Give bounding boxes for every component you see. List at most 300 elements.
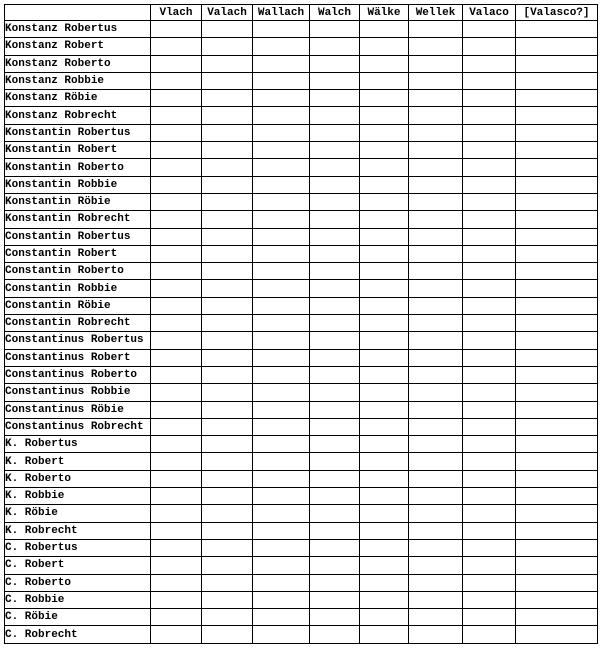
data-cell — [151, 55, 202, 72]
data-cell — [463, 453, 516, 470]
data-cell — [516, 176, 598, 193]
table-row — [5, 315, 598, 332]
row-label: Konstantin Röbie — [5, 193, 151, 210]
data-cell — [463, 297, 516, 314]
data-cell — [516, 21, 598, 38]
data-cell — [202, 211, 253, 228]
table-row — [5, 228, 598, 245]
data-cell — [409, 142, 463, 159]
data-cell — [310, 142, 360, 159]
row-label: K. Robertus — [5, 436, 151, 453]
data-cell — [253, 38, 310, 55]
row-label: Constantin Robertus — [5, 228, 151, 245]
data-cell — [253, 280, 310, 297]
data-cell — [516, 72, 598, 89]
row-label: C. Robrecht — [5, 626, 151, 643]
data-cell — [253, 384, 310, 401]
data-cell — [516, 90, 598, 107]
data-cell — [463, 626, 516, 643]
row-label: Konstantin Robbie — [5, 176, 151, 193]
data-cell — [409, 626, 463, 643]
data-cell — [151, 193, 202, 210]
data-cell — [202, 453, 253, 470]
data-cell — [310, 159, 360, 176]
table-row — [5, 574, 598, 591]
row-label: Constantinus Roberto — [5, 366, 151, 383]
data-cell — [463, 470, 516, 487]
data-cell — [360, 436, 409, 453]
row-label: K. Roberto — [5, 470, 151, 487]
data-cell — [151, 453, 202, 470]
data-cell — [516, 107, 598, 124]
data-cell — [151, 418, 202, 435]
data-cell — [202, 228, 253, 245]
data-cell — [360, 21, 409, 38]
data-cell — [202, 124, 253, 141]
data-cell — [516, 418, 598, 435]
data-cell — [409, 453, 463, 470]
data-cell — [253, 488, 310, 505]
data-cell — [360, 38, 409, 55]
data-cell — [360, 90, 409, 107]
data-cell — [360, 591, 409, 608]
row-label: Konstantin Roberto — [5, 159, 151, 176]
data-cell — [360, 193, 409, 210]
data-cell — [409, 609, 463, 626]
data-cell — [253, 470, 310, 487]
data-cell — [151, 280, 202, 297]
data-cell — [151, 72, 202, 89]
data-cell — [202, 522, 253, 539]
data-cell — [151, 384, 202, 401]
data-cell — [360, 228, 409, 245]
data-cell — [151, 470, 202, 487]
data-cell — [151, 38, 202, 55]
table-row — [5, 72, 598, 89]
data-cell — [202, 245, 253, 262]
data-cell — [463, 280, 516, 297]
row-label: Constantinus Robert — [5, 349, 151, 366]
row-label: Constantinus Robrecht — [5, 418, 151, 435]
data-cell — [516, 557, 598, 574]
row-label: Constantinus Röbie — [5, 401, 151, 418]
data-cell — [253, 453, 310, 470]
table-row — [5, 436, 598, 453]
data-cell — [360, 453, 409, 470]
data-cell — [202, 505, 253, 522]
data-cell — [253, 159, 310, 176]
data-cell — [310, 228, 360, 245]
data-cell — [310, 401, 360, 418]
data-cell — [463, 609, 516, 626]
data-cell — [409, 280, 463, 297]
row-label: C. Röbie — [5, 609, 151, 626]
data-cell — [360, 245, 409, 262]
data-cell — [202, 107, 253, 124]
data-cell — [360, 349, 409, 366]
row-label: K. Robert — [5, 453, 151, 470]
data-cell — [463, 263, 516, 280]
data-cell — [516, 280, 598, 297]
row-label: C. Robertus — [5, 539, 151, 556]
data-cell — [151, 609, 202, 626]
data-cell — [151, 436, 202, 453]
data-cell — [516, 436, 598, 453]
data-cell — [310, 539, 360, 556]
data-cell — [253, 263, 310, 280]
data-cell — [202, 315, 253, 332]
data-cell — [310, 124, 360, 141]
data-cell — [516, 315, 598, 332]
table-row — [5, 609, 598, 626]
row-label: Constantinus Robbie — [5, 384, 151, 401]
data-cell — [202, 488, 253, 505]
row-label: Konstanz Robertus — [5, 21, 151, 38]
row-label: Konstanz Robrecht — [5, 107, 151, 124]
table-row — [5, 107, 598, 124]
data-cell — [151, 21, 202, 38]
data-cell — [253, 626, 310, 643]
data-cell — [360, 55, 409, 72]
data-cell — [360, 142, 409, 159]
data-cell — [463, 574, 516, 591]
data-cell — [463, 591, 516, 608]
data-cell — [516, 245, 598, 262]
data-cell — [360, 488, 409, 505]
data-cell — [310, 488, 360, 505]
data-cell — [310, 263, 360, 280]
data-cell — [253, 505, 310, 522]
data-cell — [310, 21, 360, 38]
data-cell — [253, 107, 310, 124]
data-cell — [151, 557, 202, 574]
data-cell — [463, 401, 516, 418]
data-cell — [310, 332, 360, 349]
data-cell — [360, 107, 409, 124]
data-cell — [409, 159, 463, 176]
data-cell — [253, 574, 310, 591]
data-cell — [409, 488, 463, 505]
data-cell — [151, 263, 202, 280]
data-cell — [202, 90, 253, 107]
data-cell — [516, 297, 598, 314]
data-cell — [360, 418, 409, 435]
data-cell — [310, 245, 360, 262]
data-cell — [516, 263, 598, 280]
data-cell — [516, 626, 598, 643]
data-cell — [151, 90, 202, 107]
row-label: Constantin Röbie — [5, 297, 151, 314]
data-cell — [463, 124, 516, 141]
data-cell — [516, 591, 598, 608]
data-cell — [516, 384, 598, 401]
data-cell — [516, 211, 598, 228]
data-cell — [360, 315, 409, 332]
data-cell — [463, 176, 516, 193]
data-cell — [516, 505, 598, 522]
data-cell — [360, 574, 409, 591]
data-cell — [360, 539, 409, 556]
data-cell — [310, 557, 360, 574]
table-row — [5, 21, 598, 38]
data-cell — [202, 55, 253, 72]
data-cell — [310, 90, 360, 107]
data-cell — [253, 72, 310, 89]
data-cell — [360, 505, 409, 522]
data-cell — [310, 505, 360, 522]
table-row — [5, 366, 598, 383]
data-cell — [360, 263, 409, 280]
row-label: C. Robbie — [5, 591, 151, 608]
data-cell — [151, 142, 202, 159]
data-cell — [202, 280, 253, 297]
data-cell — [253, 539, 310, 556]
data-cell — [253, 142, 310, 159]
data-cell — [409, 349, 463, 366]
data-cell — [253, 21, 310, 38]
data-cell — [409, 539, 463, 556]
data-cell — [310, 38, 360, 55]
data-cell — [202, 21, 253, 38]
data-cell — [202, 609, 253, 626]
data-cell — [463, 38, 516, 55]
data-cell — [202, 539, 253, 556]
data-cell — [253, 418, 310, 435]
data-cell — [516, 401, 598, 418]
data-cell — [360, 176, 409, 193]
data-cell — [151, 522, 202, 539]
table-row — [5, 488, 598, 505]
data-cell — [202, 193, 253, 210]
data-cell — [151, 176, 202, 193]
data-cell — [463, 193, 516, 210]
data-cell — [202, 591, 253, 608]
data-cell — [360, 332, 409, 349]
column-header: Walch — [310, 5, 360, 21]
table-row — [5, 626, 598, 643]
data-cell — [360, 384, 409, 401]
data-cell — [202, 574, 253, 591]
data-cell — [253, 522, 310, 539]
data-cell — [151, 245, 202, 262]
data-cell — [202, 366, 253, 383]
row-label: C. Roberto — [5, 574, 151, 591]
row-label: Constantinus Robertus — [5, 332, 151, 349]
data-cell — [202, 263, 253, 280]
data-cell — [463, 539, 516, 556]
data-cell — [202, 297, 253, 314]
data-cell — [360, 470, 409, 487]
table-row — [5, 591, 598, 608]
data-cell — [253, 315, 310, 332]
data-cell — [253, 124, 310, 141]
data-cell — [310, 193, 360, 210]
data-cell — [202, 159, 253, 176]
row-label: K. Röbie — [5, 505, 151, 522]
data-cell — [202, 332, 253, 349]
data-cell — [310, 470, 360, 487]
data-cell — [360, 72, 409, 89]
data-cell — [409, 263, 463, 280]
data-cell — [151, 401, 202, 418]
data-cell — [360, 159, 409, 176]
data-cell — [463, 159, 516, 176]
data-cell — [463, 488, 516, 505]
data-cell — [463, 245, 516, 262]
data-cell — [360, 557, 409, 574]
table-row — [5, 90, 598, 107]
data-cell — [516, 193, 598, 210]
data-cell — [516, 366, 598, 383]
data-cell — [310, 349, 360, 366]
row-label: Constantin Roberto — [5, 263, 151, 280]
data-cell — [360, 626, 409, 643]
column-header: Valach — [202, 5, 253, 21]
data-cell — [516, 609, 598, 626]
column-header: Wellek — [409, 5, 463, 21]
data-cell — [463, 557, 516, 574]
data-cell — [463, 349, 516, 366]
row-label: Constantin Robrecht — [5, 315, 151, 332]
row-label: Konstantin Robertus — [5, 124, 151, 141]
data-cell — [253, 332, 310, 349]
table-row — [5, 38, 598, 55]
data-cell — [516, 349, 598, 366]
column-header: Wälke — [360, 5, 409, 21]
row-label: Constantin Robbie — [5, 280, 151, 297]
data-cell — [310, 107, 360, 124]
data-cell — [463, 366, 516, 383]
row-label: K. Robrecht — [5, 522, 151, 539]
data-cell — [310, 384, 360, 401]
table-row — [5, 176, 598, 193]
data-cell — [516, 522, 598, 539]
data-cell — [151, 366, 202, 383]
row-label: Konstanz Roberto — [5, 55, 151, 72]
data-cell — [310, 436, 360, 453]
data-cell — [310, 297, 360, 314]
data-cell — [202, 436, 253, 453]
data-cell — [360, 124, 409, 141]
data-cell — [202, 418, 253, 435]
data-cell — [253, 176, 310, 193]
row-label: Konstantin Robrecht — [5, 211, 151, 228]
column-header: Valaco — [463, 5, 516, 21]
data-cell — [409, 55, 463, 72]
data-cell — [202, 38, 253, 55]
data-cell — [360, 609, 409, 626]
table-header — [5, 5, 598, 21]
data-cell — [202, 470, 253, 487]
data-cell — [253, 401, 310, 418]
column-header: Wallach — [253, 5, 310, 21]
data-cell — [253, 297, 310, 314]
table-row — [5, 505, 598, 522]
data-cell — [151, 228, 202, 245]
data-cell — [516, 470, 598, 487]
data-cell — [253, 366, 310, 383]
data-cell — [151, 591, 202, 608]
data-cell — [409, 21, 463, 38]
data-cell — [463, 332, 516, 349]
data-cell — [516, 453, 598, 470]
data-cell — [253, 55, 310, 72]
data-cell — [151, 332, 202, 349]
data-cell — [151, 297, 202, 314]
data-cell — [360, 366, 409, 383]
data-cell — [463, 228, 516, 245]
table-row — [5, 539, 598, 556]
data-cell — [463, 522, 516, 539]
data-cell — [409, 574, 463, 591]
data-cell — [463, 436, 516, 453]
data-cell — [253, 245, 310, 262]
table-row — [5, 557, 598, 574]
data-cell — [151, 159, 202, 176]
table-row — [5, 332, 598, 349]
data-cell — [463, 107, 516, 124]
row-label: Konstanz Robbie — [5, 72, 151, 89]
row-label: C. Robert — [5, 557, 151, 574]
data-cell — [516, 159, 598, 176]
data-cell — [202, 626, 253, 643]
data-cell — [409, 315, 463, 332]
data-cell — [151, 626, 202, 643]
data-cell — [409, 297, 463, 314]
table-row — [5, 124, 598, 141]
row-label: Konstanz Robert — [5, 38, 151, 55]
data-cell — [463, 72, 516, 89]
data-cell — [310, 453, 360, 470]
table-row — [5, 55, 598, 72]
data-cell — [516, 124, 598, 141]
data-cell — [463, 90, 516, 107]
data-cell — [463, 21, 516, 38]
data-cell — [516, 332, 598, 349]
data-cell — [151, 349, 202, 366]
data-cell — [151, 211, 202, 228]
data-cell — [253, 609, 310, 626]
data-cell — [151, 107, 202, 124]
table-row — [5, 280, 598, 297]
data-cell — [409, 193, 463, 210]
data-cell — [202, 557, 253, 574]
data-cell — [409, 418, 463, 435]
data-cell — [253, 557, 310, 574]
table-row — [5, 142, 598, 159]
data-cell — [253, 228, 310, 245]
data-cell — [409, 522, 463, 539]
data-cell — [409, 436, 463, 453]
table-row — [5, 470, 598, 487]
row-label: Constantin Robert — [5, 245, 151, 262]
column-header: [Valasco?] — [516, 5, 598, 21]
data-cell — [516, 488, 598, 505]
table-row — [5, 193, 598, 210]
data-cell — [253, 349, 310, 366]
data-cell — [253, 591, 310, 608]
data-cell — [151, 315, 202, 332]
table-row — [5, 211, 598, 228]
row-label: Konstantin Robert — [5, 142, 151, 159]
data-cell — [409, 124, 463, 141]
data-cell — [310, 366, 360, 383]
data-cell — [463, 418, 516, 435]
data-cell — [516, 142, 598, 159]
table-row — [5, 349, 598, 366]
row-label: K. Robbie — [5, 488, 151, 505]
data-cell — [253, 211, 310, 228]
